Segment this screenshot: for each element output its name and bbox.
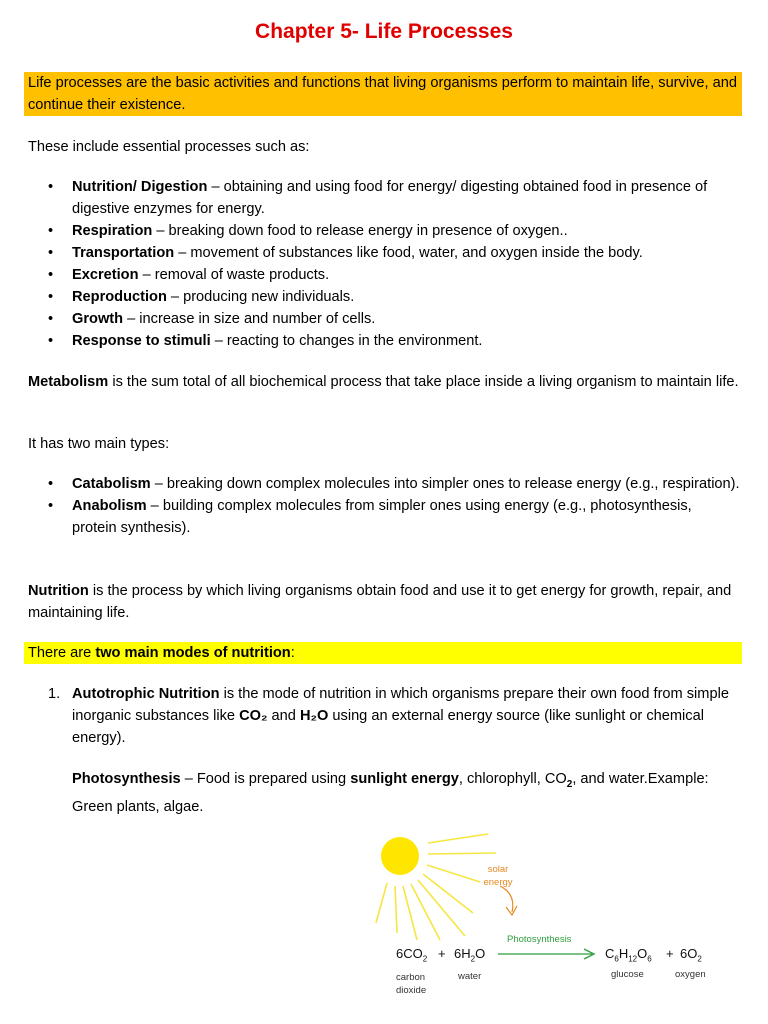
list-item (28, 495, 740, 539)
processes-intro: These include essential processes such as: (28, 139, 310, 155)
formula-subscript: 6 (647, 954, 652, 964)
formula-text: O (637, 946, 648, 961)
sun-icon (381, 837, 419, 875)
list-item-term: Excretion (72, 267, 139, 283)
list-item-term: Transportation (72, 245, 175, 261)
list-item-term: Reproduction (72, 289, 167, 305)
formula-text: C (605, 946, 615, 961)
product-oxygen (680, 946, 702, 964)
list-item-term: Nutrition/ Digestion (72, 179, 208, 195)
energy-arrowhead (506, 906, 517, 915)
metabolism-types-list (28, 473, 740, 539)
list-item-term: Anabolism (72, 498, 147, 514)
sun-ray (427, 865, 480, 882)
formula-text: 6H (454, 946, 471, 961)
co2-formula: CO₂ (239, 708, 268, 724)
list-item-term: Catabolism (72, 476, 151, 492)
list-item (28, 220, 740, 242)
photosynthesis-text-2: , chlorophyll, CO (458, 771, 567, 787)
list-item (28, 473, 740, 495)
types-intro: It has two main types: (28, 436, 170, 452)
list-item (28, 286, 740, 308)
sun-ray (395, 886, 397, 933)
list-item-desc: – breaking down food to release energy in presence of oxygen.. (152, 223, 568, 239)
co2-subscript: 2 (566, 778, 573, 790)
sun-ray (403, 886, 417, 940)
autotrophic-text-2: using an external energy source (like sunlight or chemical energy). (72, 708, 704, 746)
list-item (28, 264, 740, 286)
autotrophic-term: Autotrophic Nutrition (72, 686, 220, 702)
processes-list (28, 176, 740, 352)
metabolism-paragraph (28, 371, 740, 393)
formula-text: 6O (680, 946, 698, 961)
glucose-label: glucose (611, 969, 644, 980)
formula-text: 6CO (396, 946, 423, 961)
photosynthesis-term: Photosynthesis (72, 771, 181, 787)
sunlight-energy-term: sunlight energy (350, 771, 459, 787)
photosynthesis-text: – Food is prepared using (180, 771, 351, 787)
modes-bold: two main modes of nutrition (95, 645, 291, 661)
energy-label: energy (483, 877, 513, 888)
metabolism-text: is the sum total of all biochemical process that take place inside a living organism to maintain life. (108, 374, 739, 390)
list-item-desc: – building complex molecules from simpler ones using energy (e.g., photosynthesis, protein synthesis). (72, 498, 692, 536)
list-item (28, 176, 740, 220)
list-item-desc: – producing new individuals. (166, 289, 355, 305)
sun-ray (423, 874, 473, 913)
sun-ray (428, 834, 488, 843)
reaction-arrow-label: Photosynthesis (507, 934, 572, 945)
modes-pre: There are (28, 645, 96, 661)
list-item (28, 242, 740, 264)
co2-label (396, 971, 426, 997)
formula-subscript: 2 (422, 954, 428, 964)
list-item-desc: – increase in size and number of cells. (123, 311, 376, 327)
product-glucose (605, 946, 652, 964)
list-item-term: Respiration (72, 223, 153, 239)
intro-paragraph: Life processes are the basic activities and functions that living organisms perform to maintain life, survive, and continue their existence. (28, 75, 737, 113)
nutrition-term: Nutrition (28, 583, 89, 599)
sun-ray (428, 853, 496, 854)
formula-subscript: 12 (628, 954, 638, 964)
photosynthesis-paragraph (72, 768, 740, 818)
nutrition-text: is the process by which living organisms obtain food and use it to get energy for growth, repair, and maintaining life. (28, 583, 732, 621)
and-text: and (267, 708, 300, 724)
autotrophic-text: is the mode of nutrition in which organisms prepare their own food from simple inorganic substances like (72, 686, 729, 724)
list-item-term: Growth (72, 311, 124, 327)
list-item-desc: – reacting to changes in the environment. (210, 333, 483, 349)
list-item-term: Response to stimuli (72, 333, 211, 349)
formula-text: H (618, 946, 629, 961)
formula-subscript: 2 (697, 954, 702, 964)
list-item (28, 308, 740, 330)
formula-subscript: 2 (470, 954, 476, 964)
modes-post: : (290, 645, 295, 661)
label-line: dioxide (396, 985, 427, 996)
list-item-desc: – removal of waste products. (138, 267, 330, 283)
sun-ray (376, 883, 387, 923)
page-title: Chapter 5- Life Processes (255, 20, 513, 43)
metabolism-term: Metabolism (28, 374, 109, 390)
list-item-desc: – breaking down complex molecules into simpler ones to release energy (e.g., respiration). (150, 476, 740, 492)
label-line: carbon (396, 972, 426, 983)
reactant-h2o (454, 946, 485, 964)
water-label: water (458, 971, 482, 982)
list-number: 1. (48, 686, 61, 702)
list-item-desc: – movement of substances like food, water, and oxygen inside the body. (174, 245, 643, 261)
photosynthesis-diagram (370, 828, 720, 1000)
modes-heading (28, 642, 740, 664)
formula-subscript: 6 (614, 954, 619, 964)
formula-text: O (475, 946, 486, 961)
solar-label: solar (487, 864, 509, 875)
nutrition-paragraph (28, 580, 740, 624)
list-item (28, 330, 740, 352)
solar-energy-label (474, 863, 522, 889)
plus-sign: + (666, 946, 674, 961)
reactant-co2 (396, 946, 427, 964)
autotrophic-paragraph (72, 683, 740, 749)
photosynthesis-text-3: , and water.Example: Green plants, algae. (72, 771, 709, 815)
plus-sign: + (438, 946, 446, 961)
h2o-formula: H₂O (299, 708, 329, 724)
list-item-desc: – obtaining and using food for energy/ digesting obtained food in presence of digestive enzymes for energy. (72, 179, 708, 217)
oxygen-label: oxygen (675, 969, 706, 980)
